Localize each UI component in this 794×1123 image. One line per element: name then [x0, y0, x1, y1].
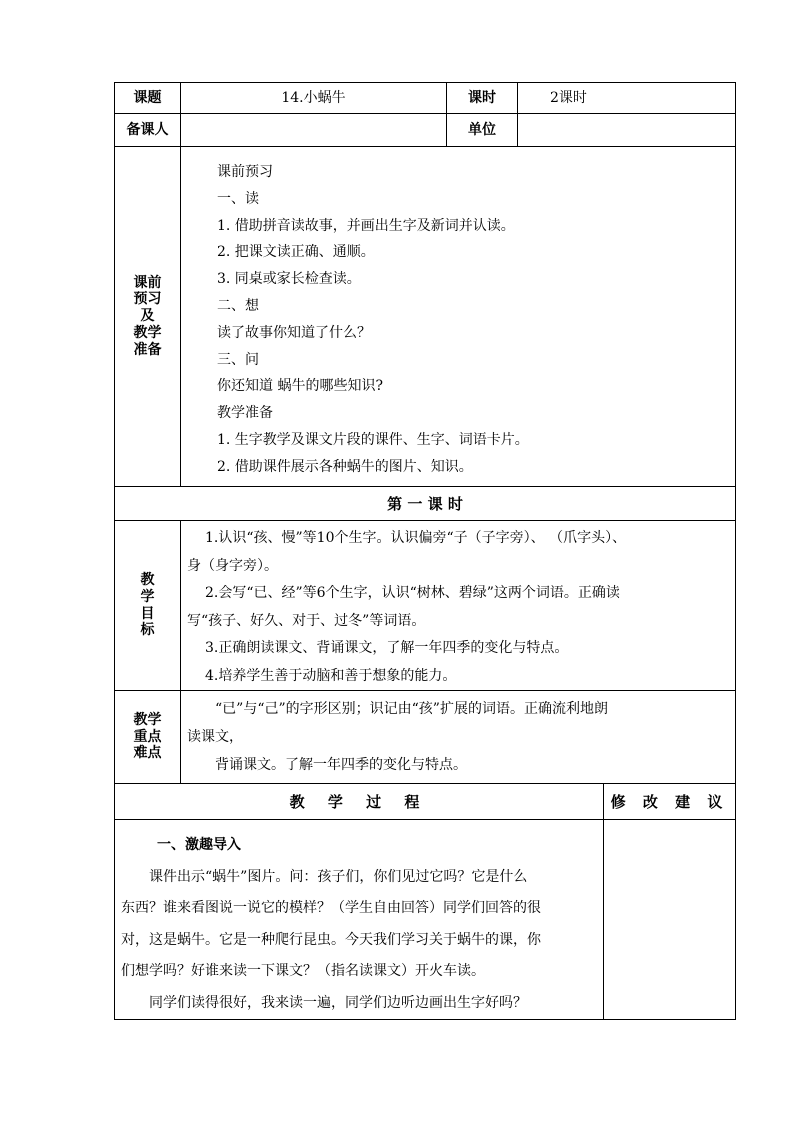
goals-row: [115, 521, 736, 691]
process-line: 对，这是蜗牛。它是一种爬行昆虫。今天我们学习关于蜗牛的课，你: [121, 931, 541, 948]
goals-label: [115, 521, 181, 691]
prep-line: 2. 借助课件展示各种蜗牛的图片、知识。: [217, 458, 473, 475]
unit-value: [518, 114, 736, 147]
goal-line: 1.认识“孩、慢”等10个生字。认识偏旁“子（子字旁）、 （爪字头）、: [205, 530, 627, 546]
revise-content: [604, 820, 736, 1020]
session-row: [115, 487, 736, 521]
prep-line: 教学准备: [217, 405, 273, 422]
prep-line: 3. 同桌或家长检查读。: [217, 271, 361, 288]
unit-label: 单位: [447, 114, 518, 147]
hours-value: 2课时: [518, 83, 736, 114]
lesson-plan-table: [114, 82, 736, 1020]
topic-value: 14.小蜗牛: [181, 83, 447, 114]
preparer-value: [181, 114, 447, 147]
keypoint-line: 读课文，: [187, 729, 243, 745]
prep-label-line: 课前: [133, 274, 162, 291]
goal-line: 2.会写“已、经”等6个生字，认识“树林、碧绿”这两个词语。正确读: [205, 585, 620, 601]
goal-line: 3.正确朗读课文、背诵课文，了解一年四季的变化与特点。: [205, 640, 569, 656]
process-line: 同学们读得很好，我来读一遍，同学们边听边画出生字好吗？: [149, 994, 527, 1011]
process-line: 们想学吗？好谁来读一下课文？（指名读课文）开火车读。: [121, 963, 485, 979]
prep-line: 2. 把课文读正确、通顺。: [217, 244, 375, 261]
goal-line: 写“孩子、好久、对于、过冬”等词语。: [187, 612, 426, 629]
goal-line: 4.培养学生善于动脑和善于想象的能力。: [205, 667, 457, 684]
goals-label-line: 教: [140, 571, 155, 588]
prep-line: 读了故事你知道了什么？: [217, 324, 371, 341]
goal-line: 身（身字旁）。: [187, 557, 278, 574]
process-heading: 一、激趣导入: [157, 837, 241, 853]
process-content: [115, 820, 604, 1020]
keypoints-label-line: 教学: [133, 711, 162, 728]
process-line: 课件出示“蜗牛”图片。问：孩子们，你们见过它吗？它是什么: [149, 868, 528, 885]
prep-content: [181, 147, 736, 487]
keypoints-label: [115, 691, 181, 784]
goals-content: [181, 521, 736, 691]
prep-line: 三、问: [217, 351, 259, 368]
topic-label: 课题: [115, 83, 181, 114]
keypoints-label-line: 重点: [133, 728, 162, 745]
keypoints-content: [181, 691, 736, 784]
prep-line: 1. 生字教学及课文片段的课件、生字、词语卡片。: [217, 431, 529, 448]
process-body-row: [115, 820, 736, 1020]
goals-label-line: 学: [140, 588, 155, 605]
keypoint-line: 背诵课文。了解一年四季的变化与特点。: [187, 757, 467, 773]
prep-line: 一、读: [217, 190, 259, 207]
topic-row: [115, 83, 736, 114]
keypoints-label-line: 难点: [133, 745, 162, 762]
process-title: 教 学 过 程: [115, 784, 604, 820]
preparer-label: 备课人: [115, 114, 181, 147]
revise-title: 修 改 建 议: [604, 784, 736, 820]
prep-label-line: 教学: [133, 324, 162, 341]
process-line: 东西？谁来看图说一说它的模样？（学生自由回答）同学们回答的很: [121, 900, 541, 916]
prep-label: [115, 147, 181, 487]
prep-line: 你还知道 蜗牛的哪些知识?: [217, 378, 383, 395]
session-title: 第 一 课 时: [115, 487, 736, 521]
prep-label-line: 及: [140, 308, 155, 325]
prep-line: 二、想: [217, 297, 259, 314]
prep-line: 1. 借助拼音读故事，并画出生字及新词并认读。: [217, 217, 515, 234]
prep-label-line: 准备: [133, 341, 162, 358]
keypoint-line: “已”与“己”的字形区别；识记由“孩”扩展的词语。正确流利地朗: [187, 701, 608, 717]
goals-label-line: 目: [140, 605, 155, 622]
prep-row: [115, 147, 736, 487]
process-header-row: [115, 784, 736, 820]
goals-label-line: 标: [140, 622, 155, 639]
hours-label: 课时: [447, 83, 518, 114]
keypoints-row: [115, 691, 736, 784]
prep-label-line: 预习: [133, 291, 162, 308]
preparer-row: [115, 114, 736, 147]
prep-line: 课前预习: [217, 164, 273, 180]
